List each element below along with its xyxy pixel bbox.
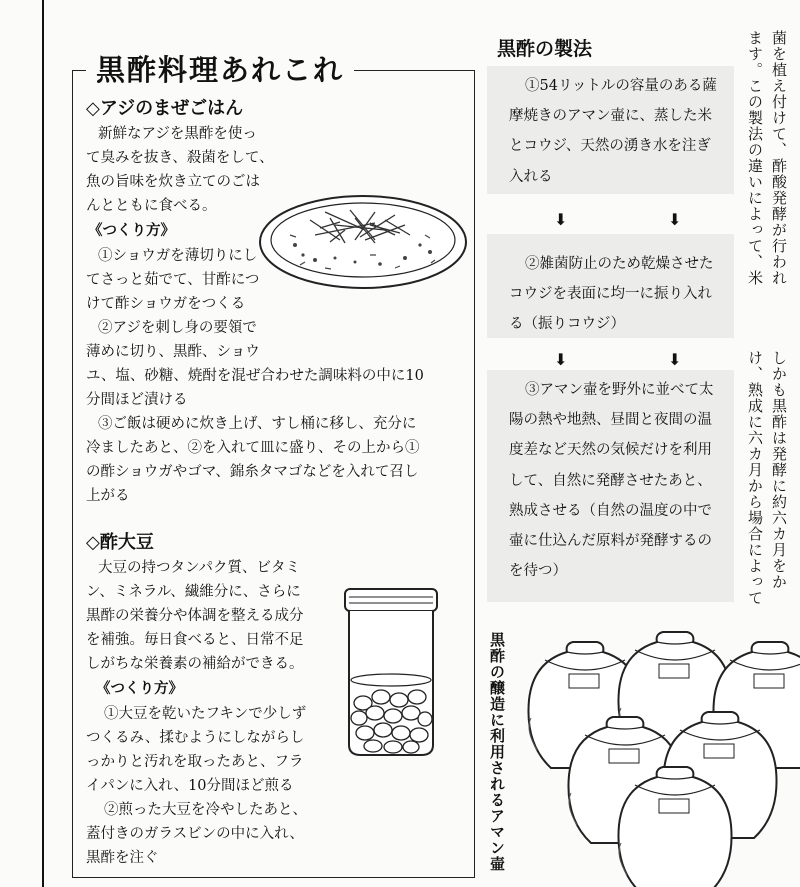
aji-step-line: ユ、塩、砂糖、焼酎を混ぜ合わせた調味料の中に10 [86, 368, 424, 384]
aji-step-line: てさっと茹でて、甘酢につ [86, 272, 260, 288]
daizu-intro-line: 黒酢の栄養分や体調を整える成分 [86, 608, 304, 624]
aji-intro-line: んとともに食べる。 [86, 198, 217, 214]
daizu-intro-line: 大豆の持つタンパク質、ビタミ [98, 560, 300, 576]
aji-step-line: ③ご飯は硬めに炊き上げ、すし桶に移し、充分に [98, 416, 417, 432]
down-arrow-icon: ⬇ [554, 350, 568, 369]
aji-step-line: けて酢ショウガをつくる [86, 296, 246, 312]
daizu-step-line: っかりと汚れを取ったあと、フラ [86, 754, 304, 770]
down-arrow-icon: ⬇ [554, 210, 568, 229]
process-step-line: ②雑菌防止のため乾燥させた [525, 256, 714, 272]
daizu-step-line: つくるみ、揉むようにしながらし [86, 730, 305, 746]
process-title: 黒酢の製法 [497, 38, 593, 60]
daizu-step-line: 黒酢を注ぐ [86, 850, 159, 866]
process-step-1 [487, 66, 734, 194]
process-step-line: 陽の熱や地熱、昼間と夜間の温 [509, 412, 712, 429]
aji-step-line: ②アジを刺し身の要領で [98, 320, 257, 336]
process-step-line: 壷に仕込んだ原料が発酵するの [509, 533, 712, 550]
aman-pots-illustration [525, 620, 800, 887]
recipe-box-title: 黒酢料理あれこれ [86, 52, 354, 88]
page-left-border [42, 0, 44, 887]
aji-intro-line: 新鮮なアジを黒酢を使っ [98, 126, 257, 142]
aji-step-line: 薄めに切り、黒酢、ショウ [86, 344, 260, 360]
vertical-text-column: しかも黒酢は発酵に約六カ月をか [770, 350, 788, 590]
daizu-heading: ◇酢大豆 [86, 532, 154, 553]
mixed-rice-plate-illustration [255, 190, 470, 295]
process-step-line: る（振りコウジ） [509, 316, 625, 333]
daizu-intro-line: ン、ミネラル、繊維分に、さらに [86, 584, 301, 600]
aji-intro-line: て臭みを抜き、殺菌をして、 [86, 150, 274, 166]
glass-jar-illustration [335, 585, 447, 760]
process-step-line: コウジを表面に均一に振り入れ [509, 286, 712, 303]
aji-step-line: 冷ましたあと、②を入れて皿に盛り、その上から① [86, 440, 420, 456]
process-step-line: 度差など天然の気候だけを利用 [509, 442, 712, 459]
process-step-2 [487, 234, 734, 338]
process-step-line: 摩焼きのアマン壷に、蒸した米 [509, 108, 712, 125]
aji-step-line: 上がる [86, 488, 130, 504]
down-arrow-icon: ⬇ [668, 350, 682, 369]
daizu-intro-line: しがちな栄養素の補給ができる。 [86, 656, 304, 672]
daizu-step-line: ①大豆を乾いたフキンで少しず [104, 706, 307, 722]
aji-method-heading: 《つくり方》 [88, 223, 175, 239]
figure-caption: 黒酢の醸造に利用されるアマン壷 [488, 632, 506, 872]
process-step-line: ①54リットルの容量のある薩 [525, 78, 717, 94]
process-step-line: とコウジ、天然の湧き水を注ぎ [509, 138, 711, 155]
vertical-text-column: ます。この製法の違いによって、米 [746, 30, 764, 286]
daizu-method-heading: 《つくり方》 [96, 681, 183, 697]
aji-step-line: の酢ショウガやゴマ、錦糸タマゴなどを入れて召し [86, 464, 419, 480]
process-step-3 [487, 370, 734, 602]
process-step-line: を待つ） [509, 563, 567, 580]
aji-step-line: 分間ほど漬ける [86, 392, 188, 408]
process-step-line: ③アマン壷を野外に並べて太 [525, 382, 714, 398]
down-arrow-icon: ⬇ [668, 210, 682, 229]
vertical-text-column: け、熟成に六カ月から場合によって [746, 350, 764, 606]
daizu-intro-line: を補強。毎日食べると、日常不足 [86, 632, 304, 648]
process-step-line: して、自然に発酵させたあと、 [509, 472, 712, 489]
aji-intro-line: 魚の旨味を炊き立てのごは [86, 174, 260, 190]
process-step-line: 入れる [509, 168, 553, 185]
daizu-step-line: イパンに入れ、10分間ほど煎る [86, 778, 294, 794]
aji-heading: ◇アジのまぜごはん [86, 98, 244, 119]
vertical-text-column: 菌を植え付けて、酢酸発酵が行われ [770, 30, 788, 286]
daizu-step-line: ②煎った大豆を冷やしたあと、 [104, 802, 307, 818]
process-step-line: 熟成させる（自然の温度の中で [509, 502, 712, 519]
daizu-step-line: 蓋付きのガラスビンの中に入れ、 [86, 826, 304, 842]
aji-step-line: ①ショウガを薄切りにし [98, 248, 258, 264]
